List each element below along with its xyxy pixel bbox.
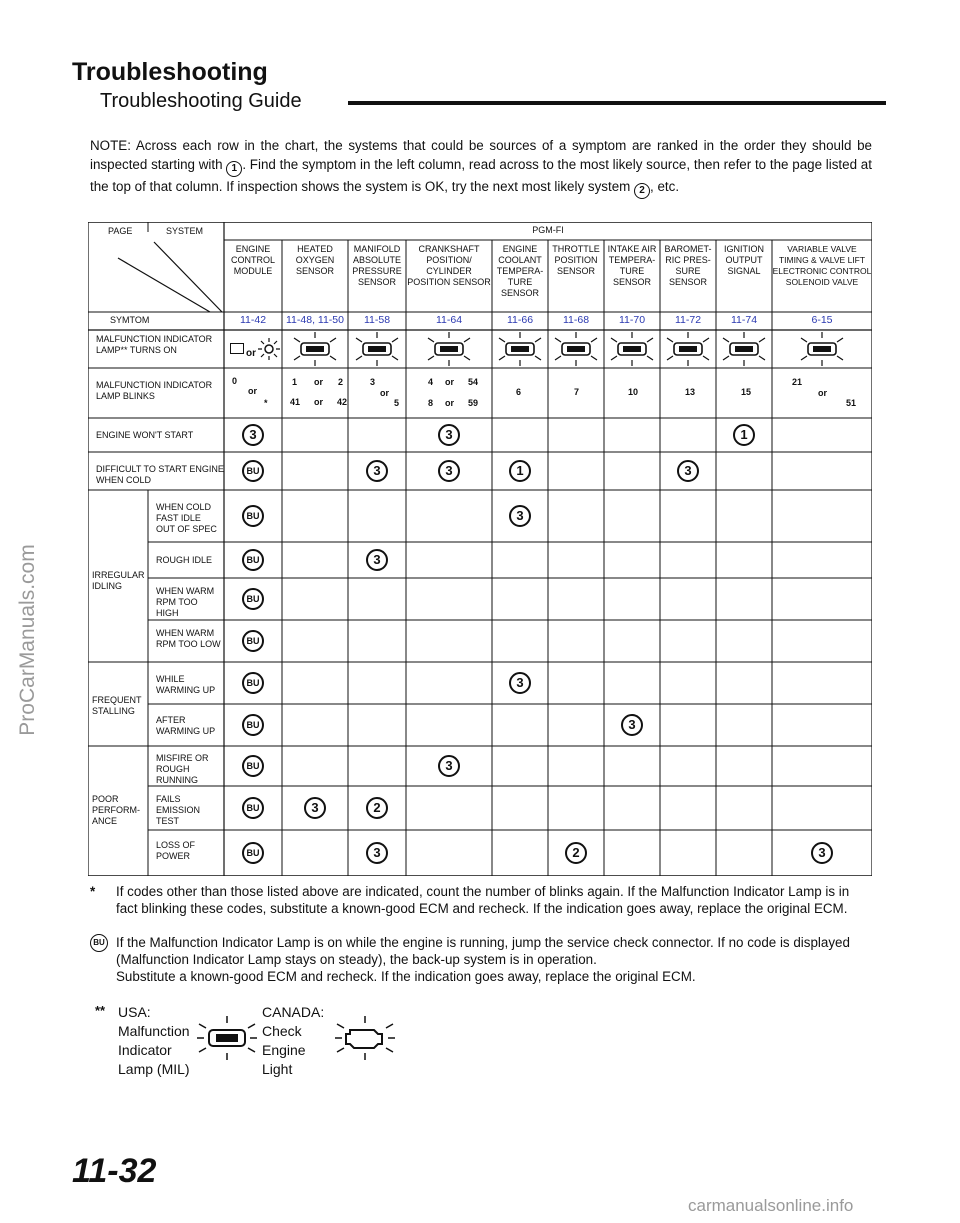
group-label-irregular-idling: IRREGULAR IDLING [92,570,145,591]
group-label-poor-performance: POOR PERFORM- ANCE [92,794,140,826]
mil-lamp-icon-col-9 [797,332,847,366]
column-page-ref-6: 11-70 [618,314,646,326]
mil-lamp-icon-col-2 [352,332,402,366]
code-ecm-star: * [264,398,268,408]
code-ckp-or-b: or [445,398,454,408]
code-baro-13: 13 [685,387,696,397]
row-label-difficult-start: DIFFICULT TO START ENGINE WHEN COLD [96,464,224,485]
backup-symbol: BU [242,549,264,571]
row-label-fast-idle: WHEN COLD FAST IDLE OUT OF SPEC [156,502,217,534]
usa-line-1: Malfunction [118,1023,190,1039]
rank-symbol: 1 [733,424,755,446]
column-header-3: CRANKSHAFT POSITION/ CYLINDER POSITION SENSOR [407,244,491,287]
footnote-bu-text-2: Substitute a known-good ECM and recheck. If the indication goes away, replace the original ECM. [116,969,696,984]
rank-symbol: 3 [509,672,531,694]
canada-line-1: Check [262,1023,302,1039]
column-header-6: INTAKE AIR TEMPERA- TURE SENSOR [607,244,657,287]
backup-symbol: BU [242,505,264,527]
rank-symbol: 3 [242,424,264,446]
column-header-8: IGNITION OUTPUT SIGNAL [724,244,764,276]
title-rule [348,101,886,105]
row-label-loss-of-power: LOSS OF POWER [156,840,196,861]
code-map-5: 5 [394,398,400,408]
mil-lamp-icon-col-1 [290,332,340,366]
ecm-mil-or: or [246,348,256,359]
mil-lamp-icon-col-5 [551,332,601,366]
code-map-3: 3 [370,377,376,387]
backup-symbol: BU [242,797,264,819]
canada-line-2: Engine [262,1042,306,1058]
note-text-3: , etc. [650,179,680,194]
column-header-0: ENGINE CONTROL MODULE [230,244,275,276]
code-o2-2: 2 [338,377,344,387]
footnote-bu [93,934,872,985]
code-o2-1: 1 [292,377,298,387]
watermark [8,430,48,850]
site-watermark: carmanualsonline.info [688,1196,854,1215]
footnote-bu-text-1: If the Malfunction Indicator Lamp is on while the engine is running, jump the service check connector. If no code is displayed (Malfunction Indicator Lamp stays on steady), the back-up system is in operation. [116,935,850,967]
code-ecm-or: or [248,386,257,396]
row-label-mil-blinks: MALFUNCTION INDICATOR LAMP BLINKS [96,380,213,401]
column-header-1: HEATED OXYGEN SENSOR [295,244,335,276]
troubleshooting-table [88,222,872,876]
row-label-wont-start: ENGINE WON'T START [96,430,194,440]
corner-system-label: SYSTEM [166,226,204,236]
rank-symbol: 3 [366,460,388,482]
mil-lamp-icon-col-4 [495,332,545,366]
rank-symbol: 2 [366,797,388,819]
section-subtitle: Troubleshooting Guide [100,90,302,112]
code-vtec-21: 21 [792,377,803,387]
code-o2-42: 42 [337,397,348,407]
rank-1-symbol: 1 [226,161,242,177]
row-label-misfire: MISFIRE OR ROUGH RUNNING [156,753,209,785]
usa-legend [118,1003,190,1079]
usa-line-2: Indicator [118,1042,172,1058]
backup-symbol: BU [242,630,264,652]
rank-symbol: 2 [565,842,587,864]
row-label-mil-on: MALFUNCTION INDICATOR LAMP** TURNS ON [96,334,213,355]
note-text-1: NOTE: Across each row in the chart, the systems that could be sources of a symptom are ranked in the order they should be inspected starting with [90,138,872,172]
column-header-2: MANIFOLD ABSOLUTE PRESSURE SENSOR [352,244,402,287]
code-vtec-or: or [818,388,827,398]
backup-symbol: BU [242,588,264,610]
code-ecm-0: 0 [232,376,238,386]
mil-lamp-icon-col-7 [663,332,713,366]
code-o2-or-b: or [314,397,323,407]
note-paragraph [90,136,872,199]
star-symbol: * [90,884,96,899]
column-page-ref-2: 11-58 [363,314,391,326]
column-page-ref-5: 11-68 [562,314,590,326]
canada-label: CANADA: [262,1004,325,1020]
rank-symbol: 3 [438,424,460,446]
note-text-2: . Find the symptom in the left column, read across to the most likely source, then refer to the page listed at the top of that column. If inspection shows the system is OK, try the next most likely system [90,157,872,194]
column-page-ref-8: 11-74 [730,314,758,326]
page-title: Troubleshooting [72,58,268,86]
double-star-symbol: ** [95,1003,106,1018]
code-o2-or-a: or [314,377,323,387]
corner-page-label: PAGE [108,226,133,236]
code-ckp-4: 4 [428,377,434,387]
rank-symbol: 3 [366,842,388,864]
row-label-rough-idle: ROUGH IDLE [156,555,213,565]
rank-2-symbol: 2 [634,183,650,199]
rank-symbol: 3 [677,460,699,482]
footnote-star-text: If codes other than those listed above are indicated, count the number of blinks again. If the Malfunction Indicator Lamp is in fact blinking these codes, substitute a known-good ECM and recheck. If the indication goes away, replace the original ECM. [116,884,850,916]
backup-symbol: BU [242,672,264,694]
mil-lamp-icon-col-8 [719,332,769,366]
row-label-warm-rpm-high: WHEN WARM RPM TOO HIGH [156,586,215,618]
column-header-4: ENGINE COOLANT TEMPERA- TURE SENSOR [496,244,544,298]
bu-symbol: BU [90,934,108,952]
code-ckp-or-a: or [445,377,454,387]
group-label-frequent-stalling: FREQUENT STALLING [92,695,142,716]
backup-symbol: BU [242,714,264,736]
rank-symbol: 3 [366,549,388,571]
usa-line-3: Lamp (MIL) [118,1061,190,1077]
rank-symbol: 1 [509,460,531,482]
footnote-star [90,883,872,917]
code-tp-7: 7 [574,387,580,397]
page-number: 11-32 [72,1152,157,1190]
corner-symptom-label: SYMTOM [110,315,150,325]
ecm-lamp-blink-icon [258,338,280,360]
usa-label: USA: [118,1004,151,1020]
rank-symbol: 3 [811,842,833,864]
column-page-ref-0: 11-42 [239,314,267,326]
code-vtec-51: 51 [846,398,857,408]
watermark-text: ProCarManuals.com [16,544,39,736]
backup-symbol: BU [242,842,264,864]
ecm-lamp-off-icon [230,343,244,354]
code-o2-41: 41 [290,397,301,407]
column-page-ref-7: 11-72 [674,314,702,326]
mil-lamp-icon-col-6 [607,332,657,366]
code-ckp-54: 54 [468,377,479,387]
code-iat-10: 10 [628,387,639,397]
code-map-or: or [380,388,389,398]
column-page-ref-4: 11-66 [506,314,534,326]
rank-symbol: 3 [509,505,531,527]
row-label-warm-rpm-low: WHEN WARM RPM TOO LOW [156,628,221,649]
pgm-fi-header: PGM-FI [532,225,564,235]
column-page-ref-1: 11-48, 11-50 [286,314,344,326]
column-header-7: BAROMET- RIC PRES- SURE SENSOR [664,244,712,287]
code-ckp-8: 8 [428,398,434,408]
canada-line-3: Light [262,1061,293,1077]
backup-symbol: BU [242,755,264,777]
row-label-fails-emission: FAILS EMISSION TEST [156,794,201,826]
column-page-ref-9: 6-15 [811,314,833,326]
code-ign-15: 15 [741,387,752,397]
backup-symbol: BU [242,460,264,482]
rank-symbol: 3 [438,755,460,777]
rank-symbol: 3 [621,714,643,736]
column-page-ref-3: 11-64 [435,314,463,326]
check-engine-lamp-icon [334,1016,396,1060]
code-ect-6: 6 [516,387,522,397]
row-label-while-warming: WHILE WARMING UP [156,674,216,695]
column-header-9: VARIABLE VALVE TIMING & VALVE LIFT ELECTRONIC CONTROL SOLENOID VALVE [772,244,872,287]
corner-diagonal [154,242,222,312]
rank-symbol: 3 [438,460,460,482]
row-label-after-warming: AFTER WARMING UP [156,715,216,736]
column-header-5: THROTTLE POSITION SENSOR [552,244,600,276]
canada-legend [262,1003,324,1079]
mil-lamp-icon [196,1016,258,1060]
mil-lamp-icon-col-3 [424,332,474,366]
rank-symbol: 3 [304,797,326,819]
code-ckp-59: 59 [468,398,479,408]
